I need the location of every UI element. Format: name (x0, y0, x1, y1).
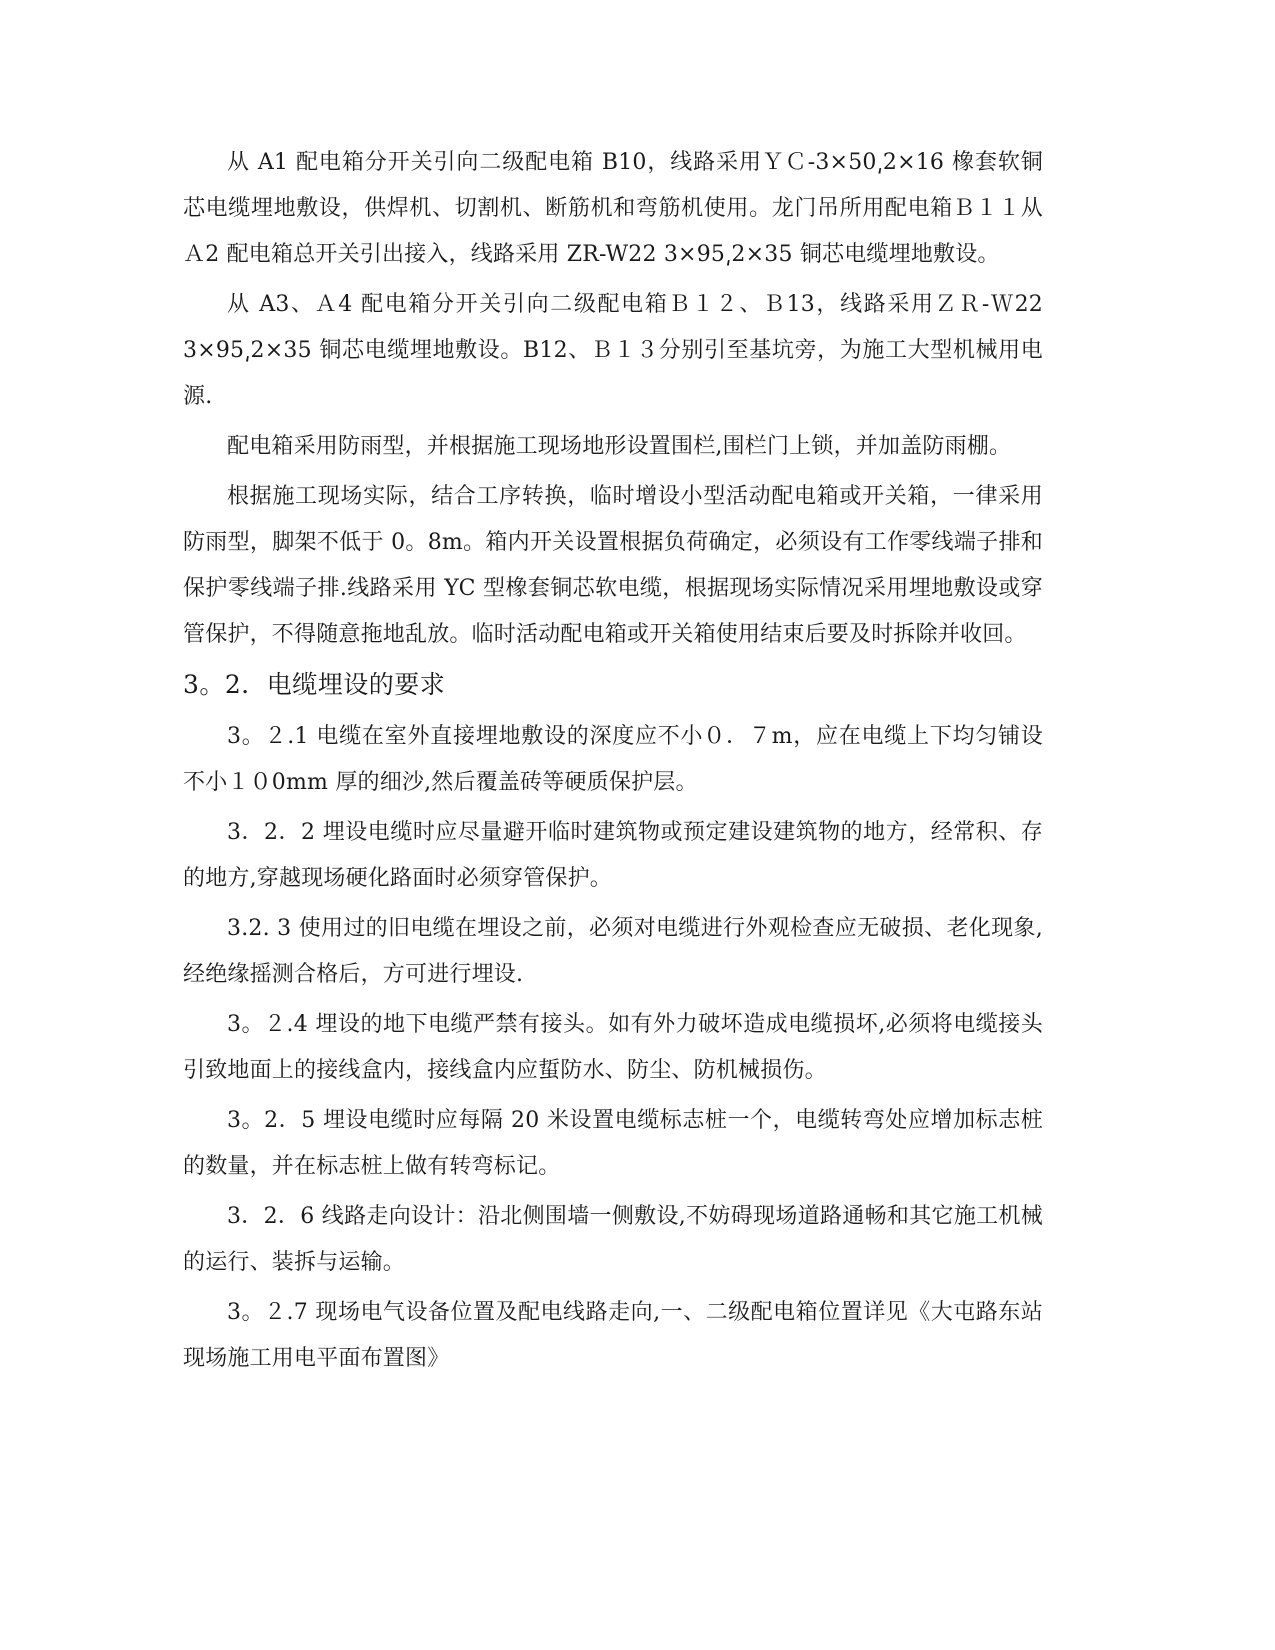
paragraph-a1-wiring: 从 A1 配电箱分开关引向二级配电箱 B10，线路采用ＹＣ-3×50͵2×16 橡套软铜芯电缆埋地敷设，供焊机、切割机、断筋机和弯筋机使用。龙门吊所用配电箱Ｂ１１从Ａ2 配电箱总开关引出接入，线路采用 ZR-W22 3×95͵2×35 铜芯电缆埋地敷设。 (183, 150, 1043, 267)
item-3-2-6: 3．2．6 线路走向设计：沿北侧围墙一侧敷设,不妨碍现场道路通畅和其它施工机械的运行、装拆与运输。 (183, 1204, 1043, 1275)
item-3-2-2: 3．2．2 埋设电缆时应尽量避开临时建筑物或预定建设建筑物的地方，经常积、存的地方,穿越现场硬化路面时必须穿管保护。 (183, 820, 1043, 891)
paragraph-a3-a4-wiring: 从 A3、Ａ4 配电箱分开关引向二级配电箱Ｂ１２、Ｂ13，线路采用ＺＲ-Ｗ22 3×95͵2×35 铜芯电缆埋地敷设。B12、Ｂ１３分别引至基坑旁，为施工大型机械用电源. (183, 292, 1043, 409)
paragraph-temporary-box: 根据施工现场实际，结合工序转换，临时增设小型活动配电箱或开关箱，一律采用防雨型，脚架不低于 0。8m。箱内开关设置根据负荷确定，必须设有工作零线端子排和保护零线端子排.线路采用 YC 型橡套铜芯软电缆，根据现场实际情况采用埋地敷设或穿管保护，不得随意拖地乱放。临时活动配电箱或开关箱使用结束后要及时拆除并收回。 (183, 484, 1043, 647)
item-3-2-4: 3。２.4 埋设的地下电缆严禁有接头。如有外力破坏造成电缆损坏,必须将电缆接头引致地面上的接线盒内，接线盒内应蜇防水、防尘、防机械损伤。 (183, 1012, 1043, 1083)
item-3-2-7: 3。２.7 现场电气设备位置及配电线路走向,一、二级配电箱位置详见《大屯路东站现场施工用电平面布置图》 (183, 1300, 1043, 1371)
item-3-2-3: 3.2. 3 使用过的旧电缆在埋设之前，必须对电缆进行外观检查应无破损、老化现象,经绝缘摇测合格后，方可进行埋设. (183, 916, 1043, 987)
item-3-2-1: 3。２.1 电缆在室外直接埋地敷设的深度应不小０．７m，应在电缆上下均匀铺设不小１０0mm 厚的细沙,然后覆盖砖等硬质保护层。 (183, 724, 1043, 795)
section-heading: 3。2．电缆埋设的要求 (183, 670, 446, 699)
paragraph-rainproof-box: 配电箱采用防雨型，并根据施工现场地形设置围栏,围栏门上锁，并加盖防雨棚。 (227, 434, 1012, 459)
item-3-2-5: 3。2．5 埋设电缆时应每隔 20 米设置电缆标志桩一个，电缆转弯处应增加标志桩的数量，并在标志桩上做有转弯标记。 (183, 1108, 1043, 1179)
document-body (183, 140, 1043, 1386)
